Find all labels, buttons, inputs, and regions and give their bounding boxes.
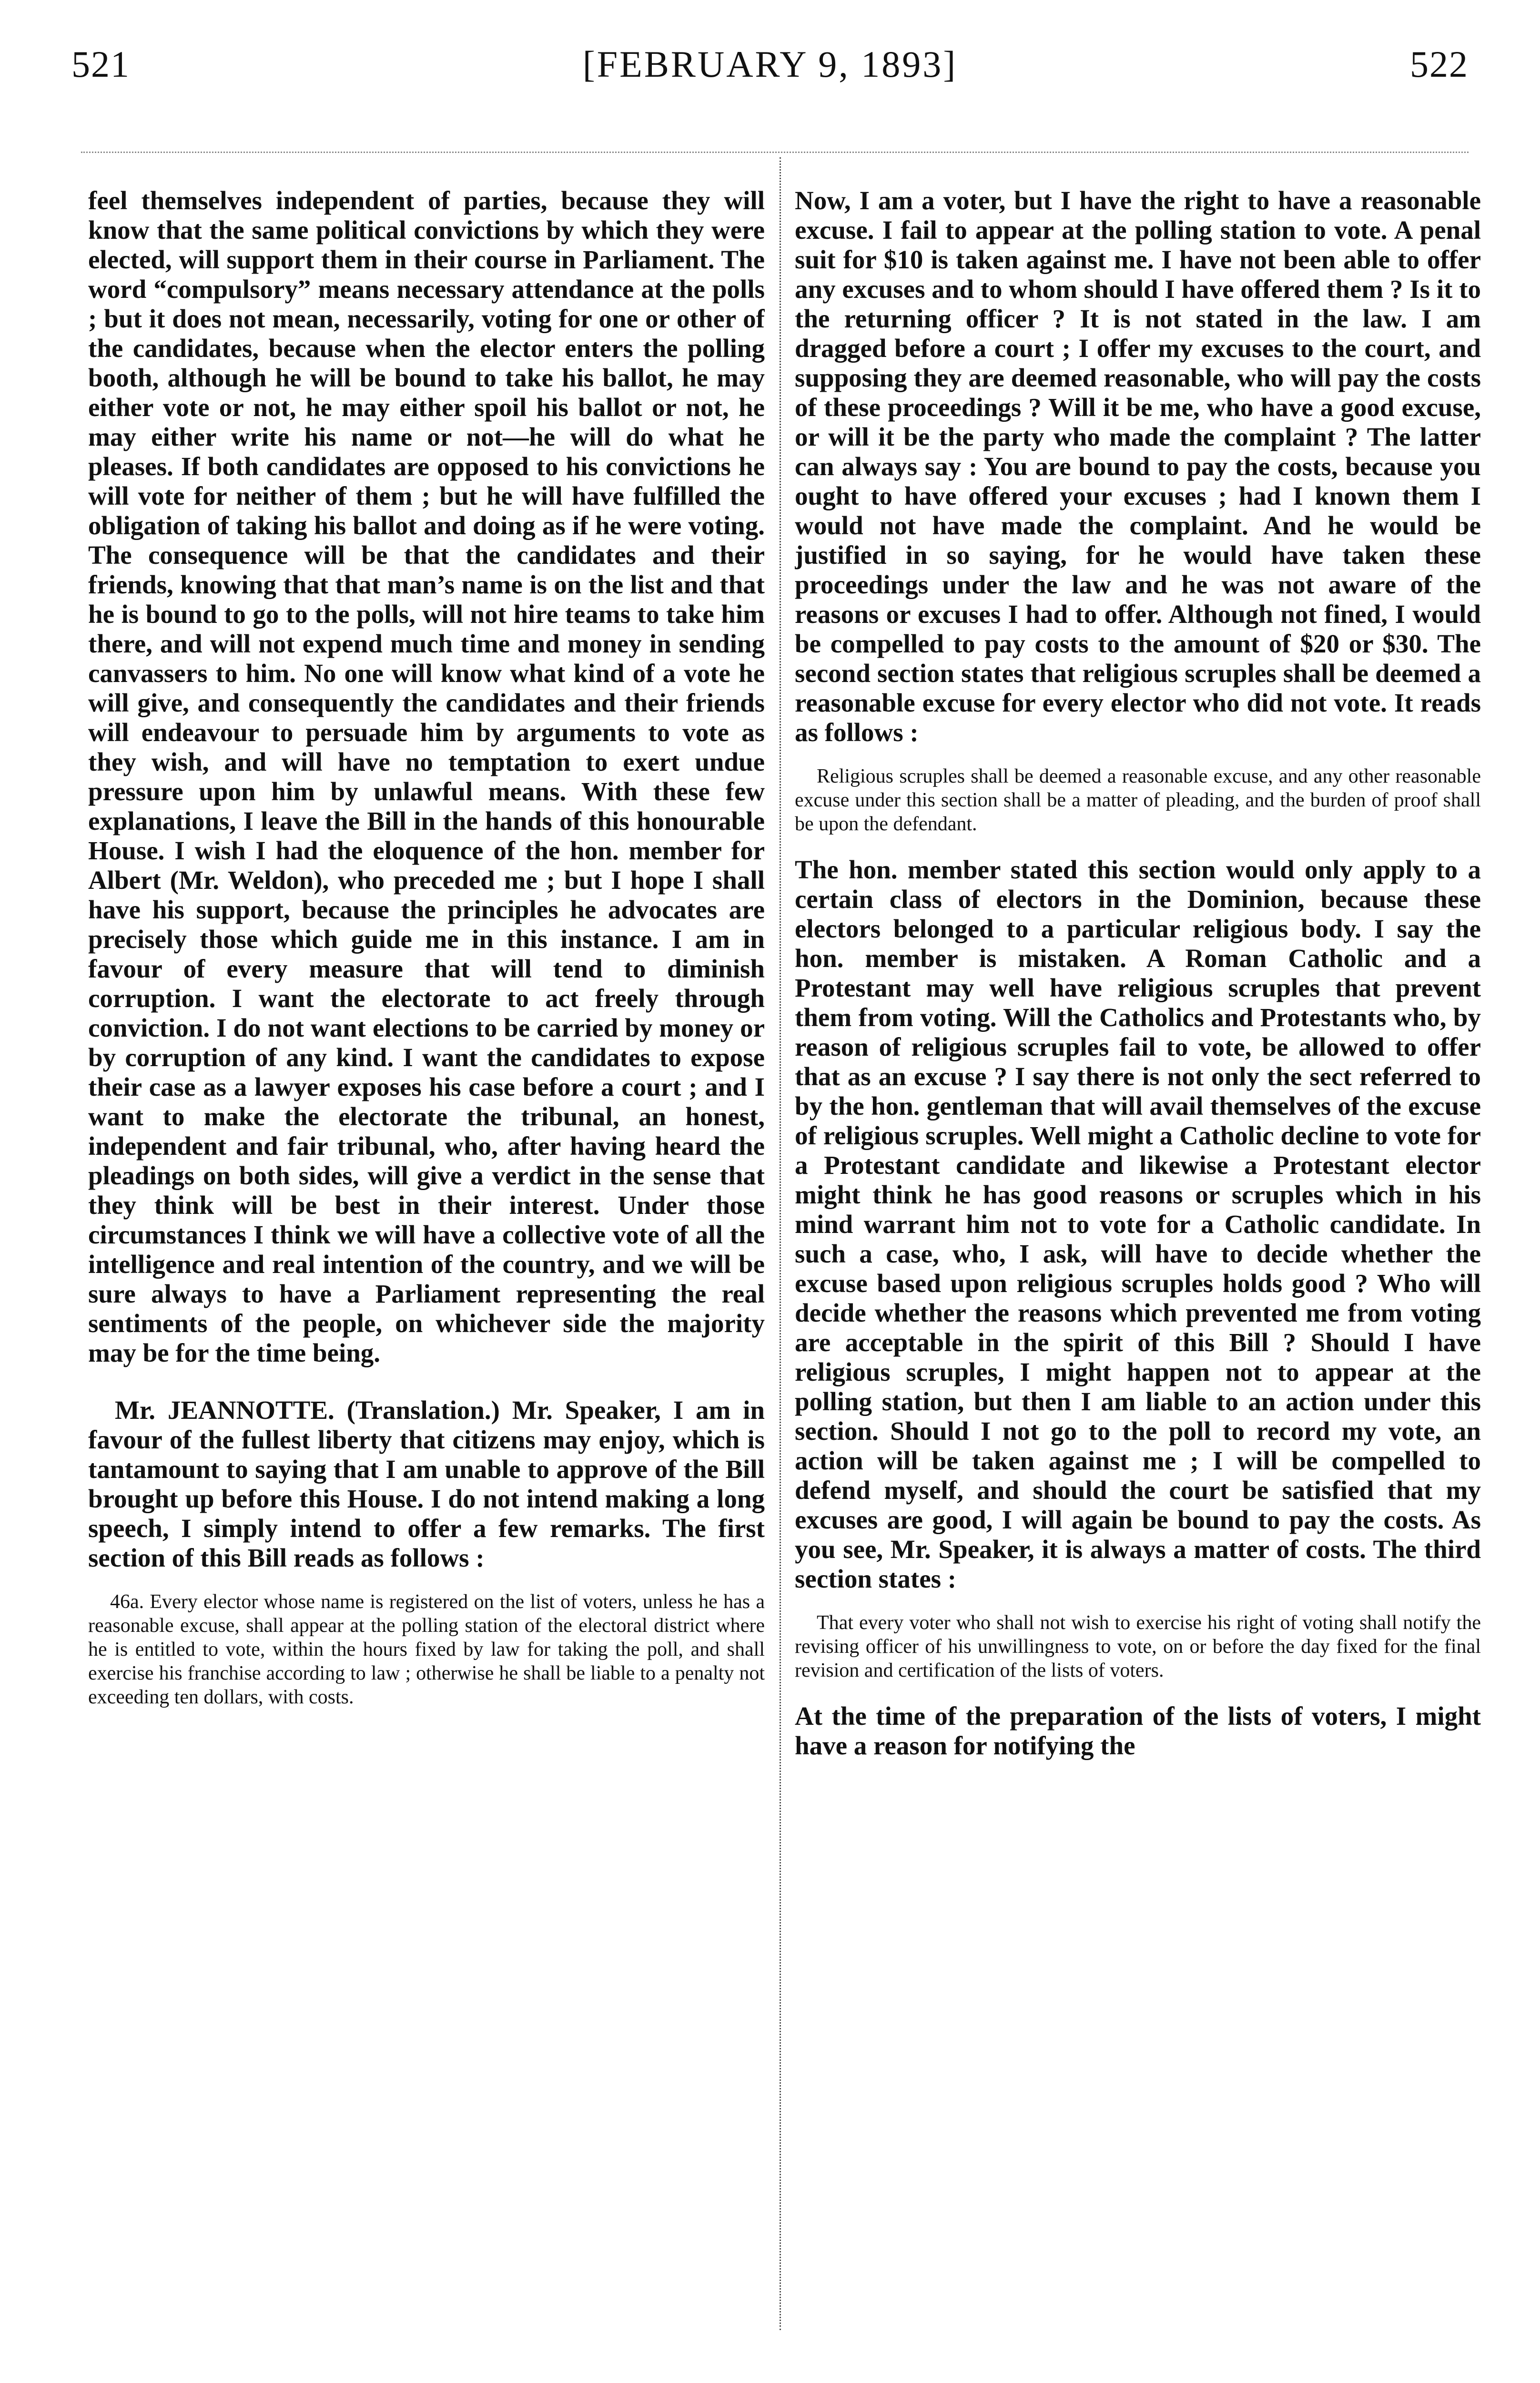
column-divider [780, 157, 781, 2330]
page-header [71, 43, 1469, 95]
header-rule [81, 152, 1469, 153]
page-number-left: 521 [71, 43, 130, 85]
bill-section-46a-quote: 46a. Every elector whose name is registered on the list of voters, unless he has a reasonable excuse, shall appear at the polling station of the electoral district where he is entitled to vote, within the hours fixed by law for taking the poll, and shall exercise his franchise according to law ; otherwise he shall be liable to a penalty not exceeding ten dollars, with costs. [88, 1591, 765, 1708]
third-section-quote: That every voter who shall not wish to exercise his right of voting shall notify the revising officer of his unwillingness to vote, on or before the day fixed for the final revision and certification of the lists of voters. [795, 1612, 1481, 1681]
right-column [795, 186, 1481, 2335]
right-paragraph-1: Now, I am a voter, but I have the right to have a reasonable excuse. I fail to appear at the polling station to vote. A penal suit for $10 is taken against me. I have not been able to offer any excuses and to whom should I have offered them ? Is it to the returning officer ? It is not stated in the law. I am dragged before a court ; I offer my excuses to the court, and supposing they are deemed reasonable, who will pay the costs of these proceedings ? Will it be me, who have a good excuse, or will it be the party who made the complaint ? The latter can always say : You are bound to pay the costs, because you ought to have offered your excuses ; had I known them I would not have made the complaint. And he would be justified in so saying, for he would have taken these proceedings under the law and he was not aware of the reasons or excuses I had to offer. Although not fined, I would be compelled to pay costs to the amount of $20 or $30. The second section states that religious scruples shall be deemed a reasonable excuse for every elector who did not vote. It reads as follows : [795, 186, 1481, 747]
religious-scruples-quote: Religious scruples shall be deemed a reasonable excuse, and any other reasonable excuse under this section shall be a matter of pleading, and the burden of proof shall be upon the defendant. [795, 765, 1481, 835]
header-date: [FEBRUARY 9, 1893] [582, 43, 958, 85]
page-number-right: 522 [1410, 43, 1469, 85]
speech-jeannotte: Mr. JEANNOTTE. (Translation.) Mr. Speaker, I am in favour of the fullest liberty that citizens may enjoy, which is tantamount to saying that I am unable to approve of the Bill brought up before this House. I do not intend making a long speech, I simply intend to offer a few remarks. The first section of this Bill reads as follows : [88, 1395, 765, 1572]
right-paragraph-3: At the time of the preparation of the lists of voters, I might have a reason for notifying the [795, 1701, 1481, 1760]
left-paragraph-continued: feel themselves independent of parties, because they will know that the same political convictions by which they were elected, will support them in their course in Parliament. The word “compulsory” means necessary attendance at the polls ; but it does not mean, necessarily, voting for one or other of the candidates, because when the elector enters the polling booth, although he will be bound to take his ballot, he may either vote or not, he may either spoil his ballot or not, he may either write his name or not—he will do what he pleases. If both candidates are opposed to his convictions he will vote for neither of them ; but he will have fulfilled the obligation of taking his ballot and doing as if he were voting. The consequence will be that the candidates and their friends, knowing that that man’s name is on the list and that he is bound to go to the polls, will not hire teams to take him there, and will not expend much time and money in sending canvassers to him. No one will know what kind of a vote he will give, and consequently the candidates and their friends will endeavour to persuade him by arguments to vote as they wish, and will have no temptation to exert undue pressure upon him by unlawful means. With these few explanations, I leave the Bill in the hands of this honourable House. I wish I had the eloquence of the hon. member for Albert (Mr. Weldon), who preceded me ; but I hope I shall have his support, because the principles he advocates are precisely those which guide me in this instance. I am in favour of every measure that will tend to diminish corruption. I want the electorate to act freely through conviction. I do not want elections to be carried by money or by corruption of any kind. I want the candidates to expose their case as a lawyer exposes his case before a court ; and I want to make the electorate the tribunal, an honest, independent and fair tribunal, who, after having heard the pleadings on both sides, will give a verdict in the sense that they think will be best in their interest. Under those circumstances I think we will have a collective vote of all the intelligence and real intention of the country, and we will be sure always to have a Parliament representing the real sentiments of the people, on whichever side the majority may be for the time being. [88, 186, 765, 1367]
right-paragraph-2: The hon. member stated this section would only apply to a certain class of electors in the Dominion, because these electors belonged to a particular religious body. I say the hon. member is mistaken. A Roman Catholic and a Protestant may well have religious scruples that prevent them from voting. Will the Catholics and Protestants who, by reason of religious scruples fail to vote, be allowed to offer that as an excuse ? I say there is not only the sect referred to by the hon. gentleman that will avail themselves of the excuse of religious scruples. Well might a Catholic decline to vote for a Protestant candidate and likewise a Protestant elector might think he has good reasons or scruples which in his mind warrant him not to vote for a Catholic candidate. In such a case, who, I ask, will have to decide whether the excuse based upon religious scruples holds good ? Who will decide whether the reasons which prevented me from voting are acceptable in the spirit of this Bill ? Should I have religious scruples, I might happen not to appear at the polling station, but then I am liable to an action under this section. Should I not go to the poll to record my vote, an action will be taken against me ; I will be compelled to defend myself, and should the court be satisfied that my excuses are good, I will again be bound to pay the costs. As you see, Mr. Speaker, it is always a matter of costs. The third section states : [795, 855, 1481, 1593]
left-column [88, 186, 765, 2335]
